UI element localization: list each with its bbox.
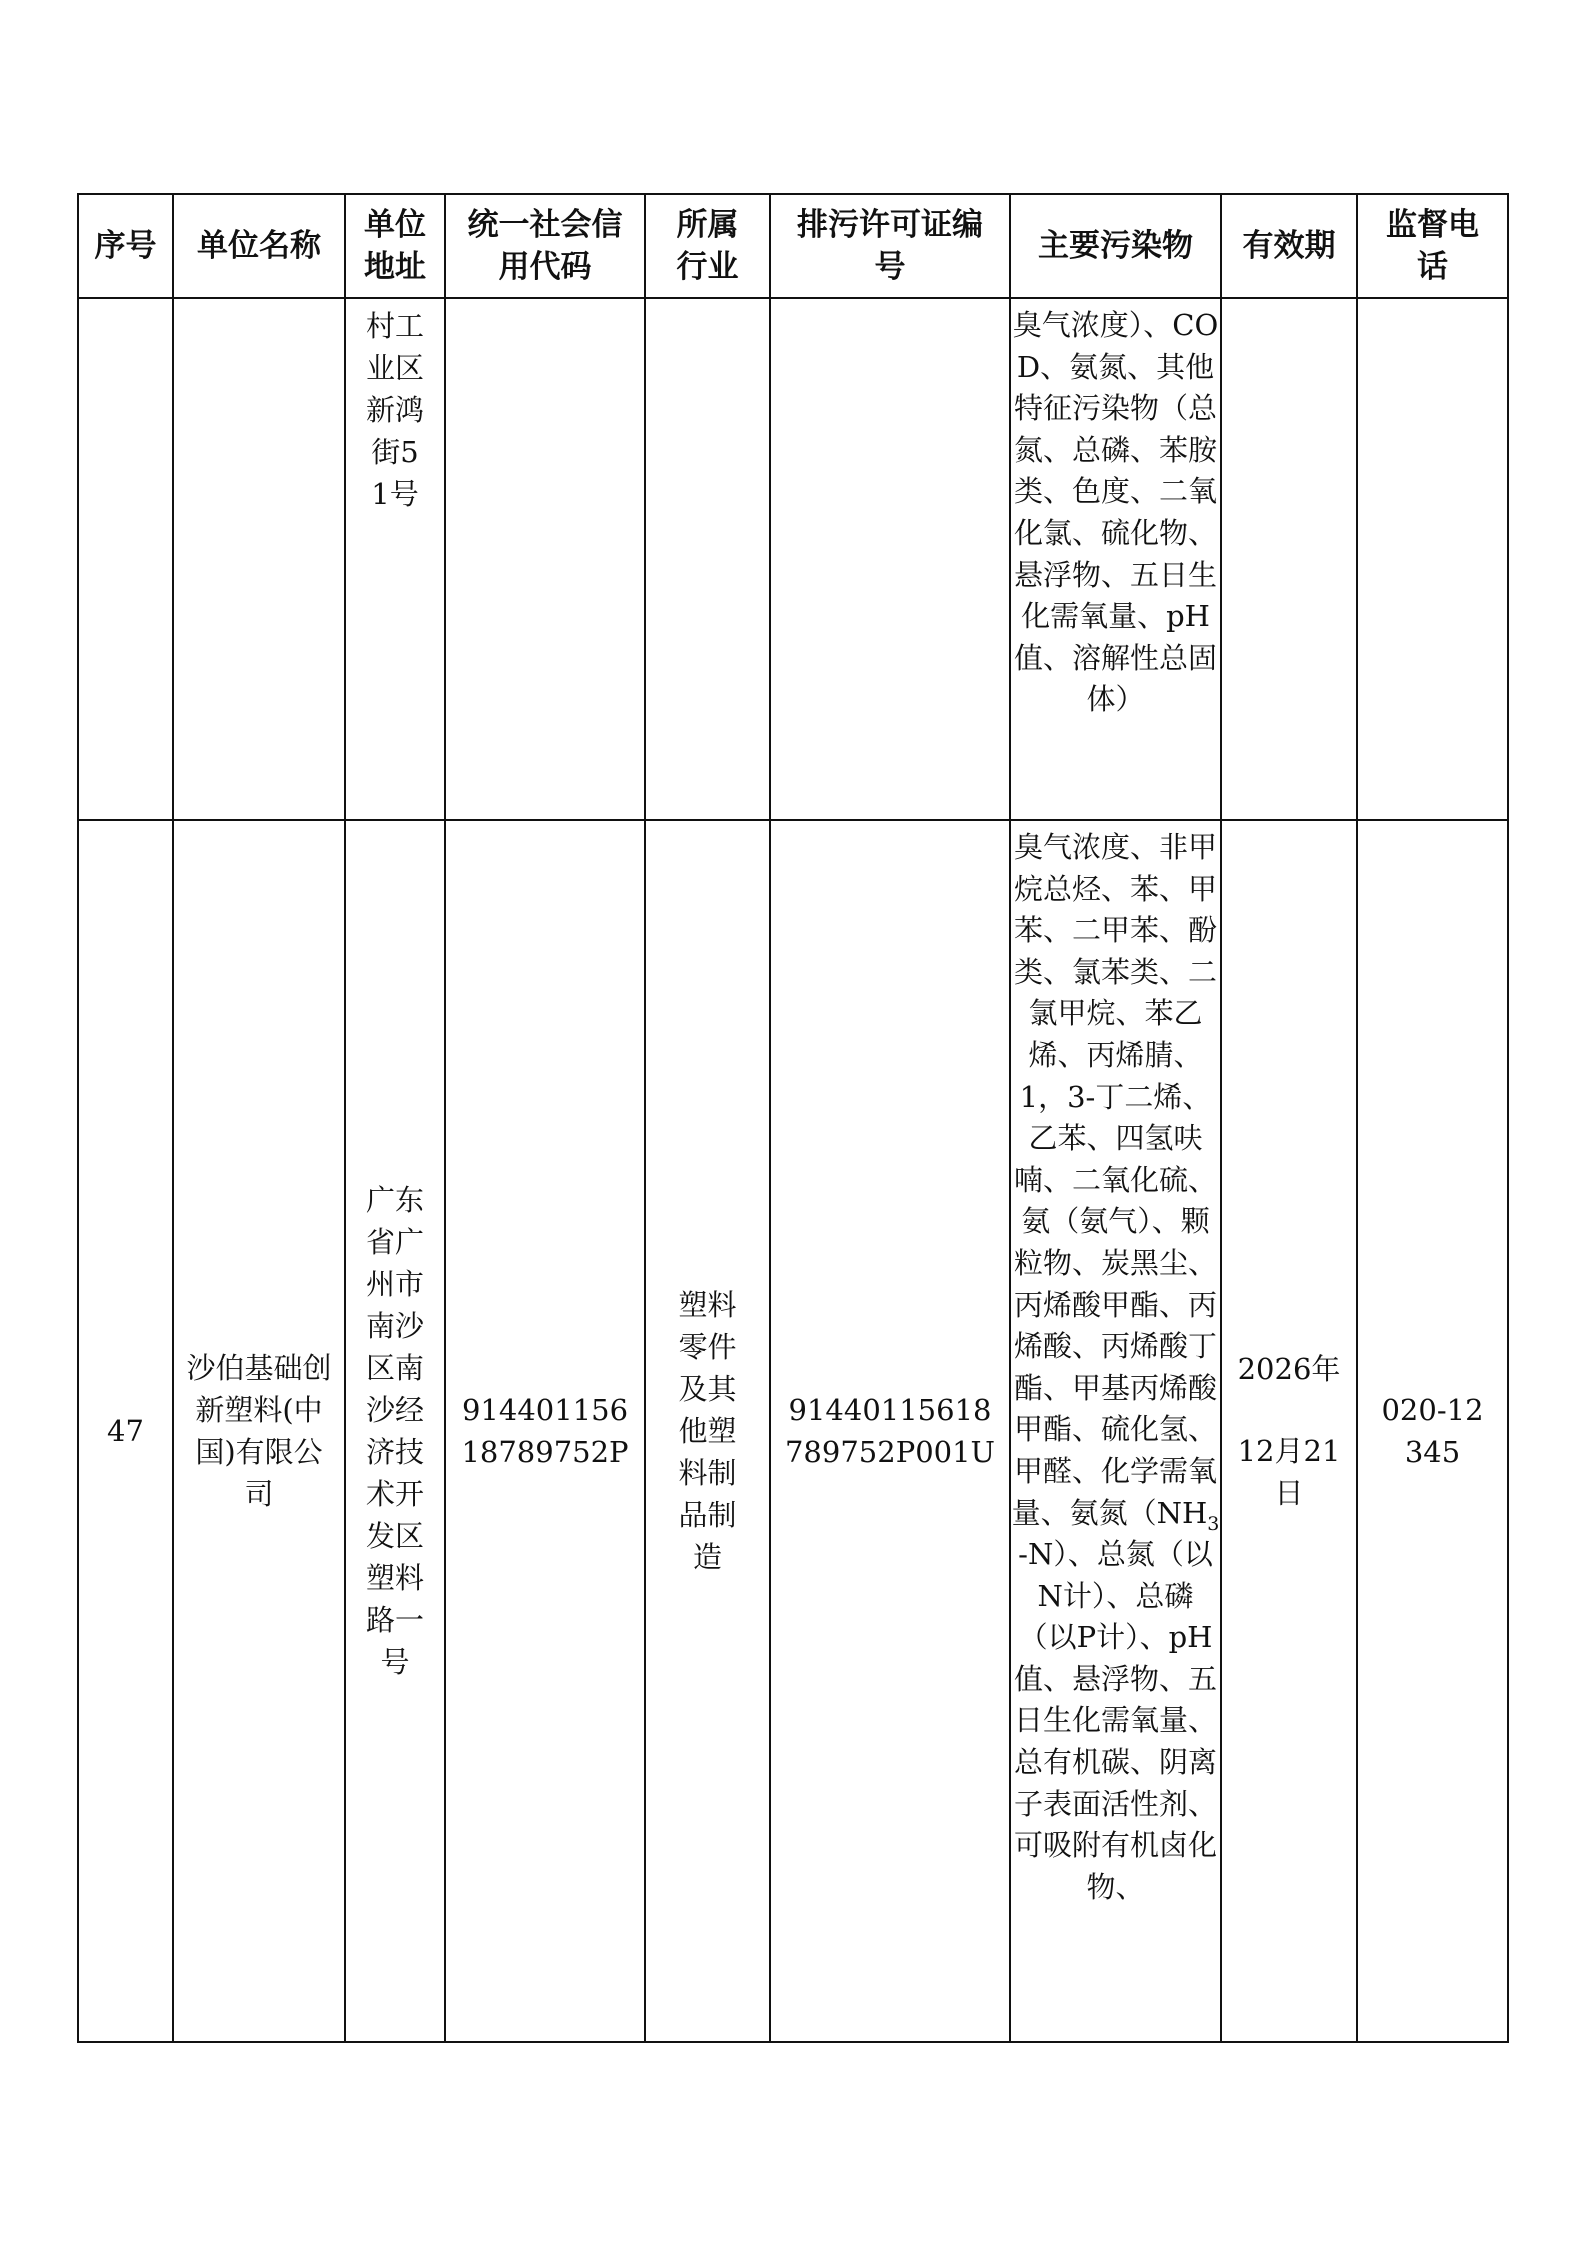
permit-table [77, 193, 1509, 2043]
cell-seq: 47 [78, 820, 173, 2042]
cell-phone [1357, 298, 1508, 820]
header-permit-number: 排污许可证编号 [770, 194, 1010, 298]
cell-industry: 塑料零件及其他塑料制品制造 [645, 820, 770, 2042]
cell-phone: 020-12345 [1357, 820, 1508, 2042]
cell-address: 广东省广州市南沙区南沙经济技术开发区塑料路一号 [345, 820, 445, 2042]
cell-industry [645, 298, 770, 820]
cell-permit-number: 91440115618789752P001U [770, 820, 1010, 2042]
cell-validity [1221, 298, 1357, 820]
header-pollutants: 主要污染物 [1010, 194, 1221, 298]
cell-permit-number [770, 298, 1010, 820]
header-seq: 序号 [78, 194, 173, 298]
header-phone: 监督电话 [1357, 194, 1508, 298]
cell-name: 沙伯基础创新塑料(中国)有限公司 [173, 820, 345, 2042]
cell-validity: 2026年 12月21日 [1221, 820, 1357, 2042]
header-validity: 有效期 [1221, 194, 1357, 298]
cell-credit-code [445, 298, 645, 820]
header-address: 单位地址 [345, 194, 445, 298]
table-header-row [78, 194, 1508, 298]
header-industry: 所属行业 [645, 194, 770, 298]
cell-address: 村工业区新鸿街51号 [345, 298, 445, 820]
table-row [78, 820, 1508, 2042]
cell-credit-code: 91440115618789752P [445, 820, 645, 2042]
cell-seq [78, 298, 173, 820]
cell-pollutants: 臭气浓度、非甲烷总烃、苯、甲苯、二甲苯、酚类、氯苯类、二氯甲烷、苯乙烯、丙烯腈、1，3-丁二烯、乙苯、四氢呋喃、二氧化硫、氨（氨气）、颗粒物、炭黑尘、丙烯酸甲酯、丙烯酸、丙烯酸丁酯、甲基丙烯酸甲酯、硫化氢、甲醛、化学需氧量、氨氮$(NH_3-N)$、总氮（以N计）、总磷（以P计）、pH值、悬浮物、五日生化需氧量、总有机碳、阴离子表面活性剂、可吸附有机卤化物、 [1010, 820, 1221, 2042]
header-credit-code: 统一社会信用代码 [445, 194, 645, 298]
cell-name [173, 298, 345, 820]
cell-pollutants: 臭气浓度）、COD、氨氮、其他特征污染物（总氮、总磷、苯胺类、色度、二氧化氯、硫化物、悬浮物、五日生化需氧量、pH值、溶解性总固体） [1010, 298, 1221, 820]
header-name: 单位名称 [173, 194, 345, 298]
table-row [78, 298, 1508, 820]
